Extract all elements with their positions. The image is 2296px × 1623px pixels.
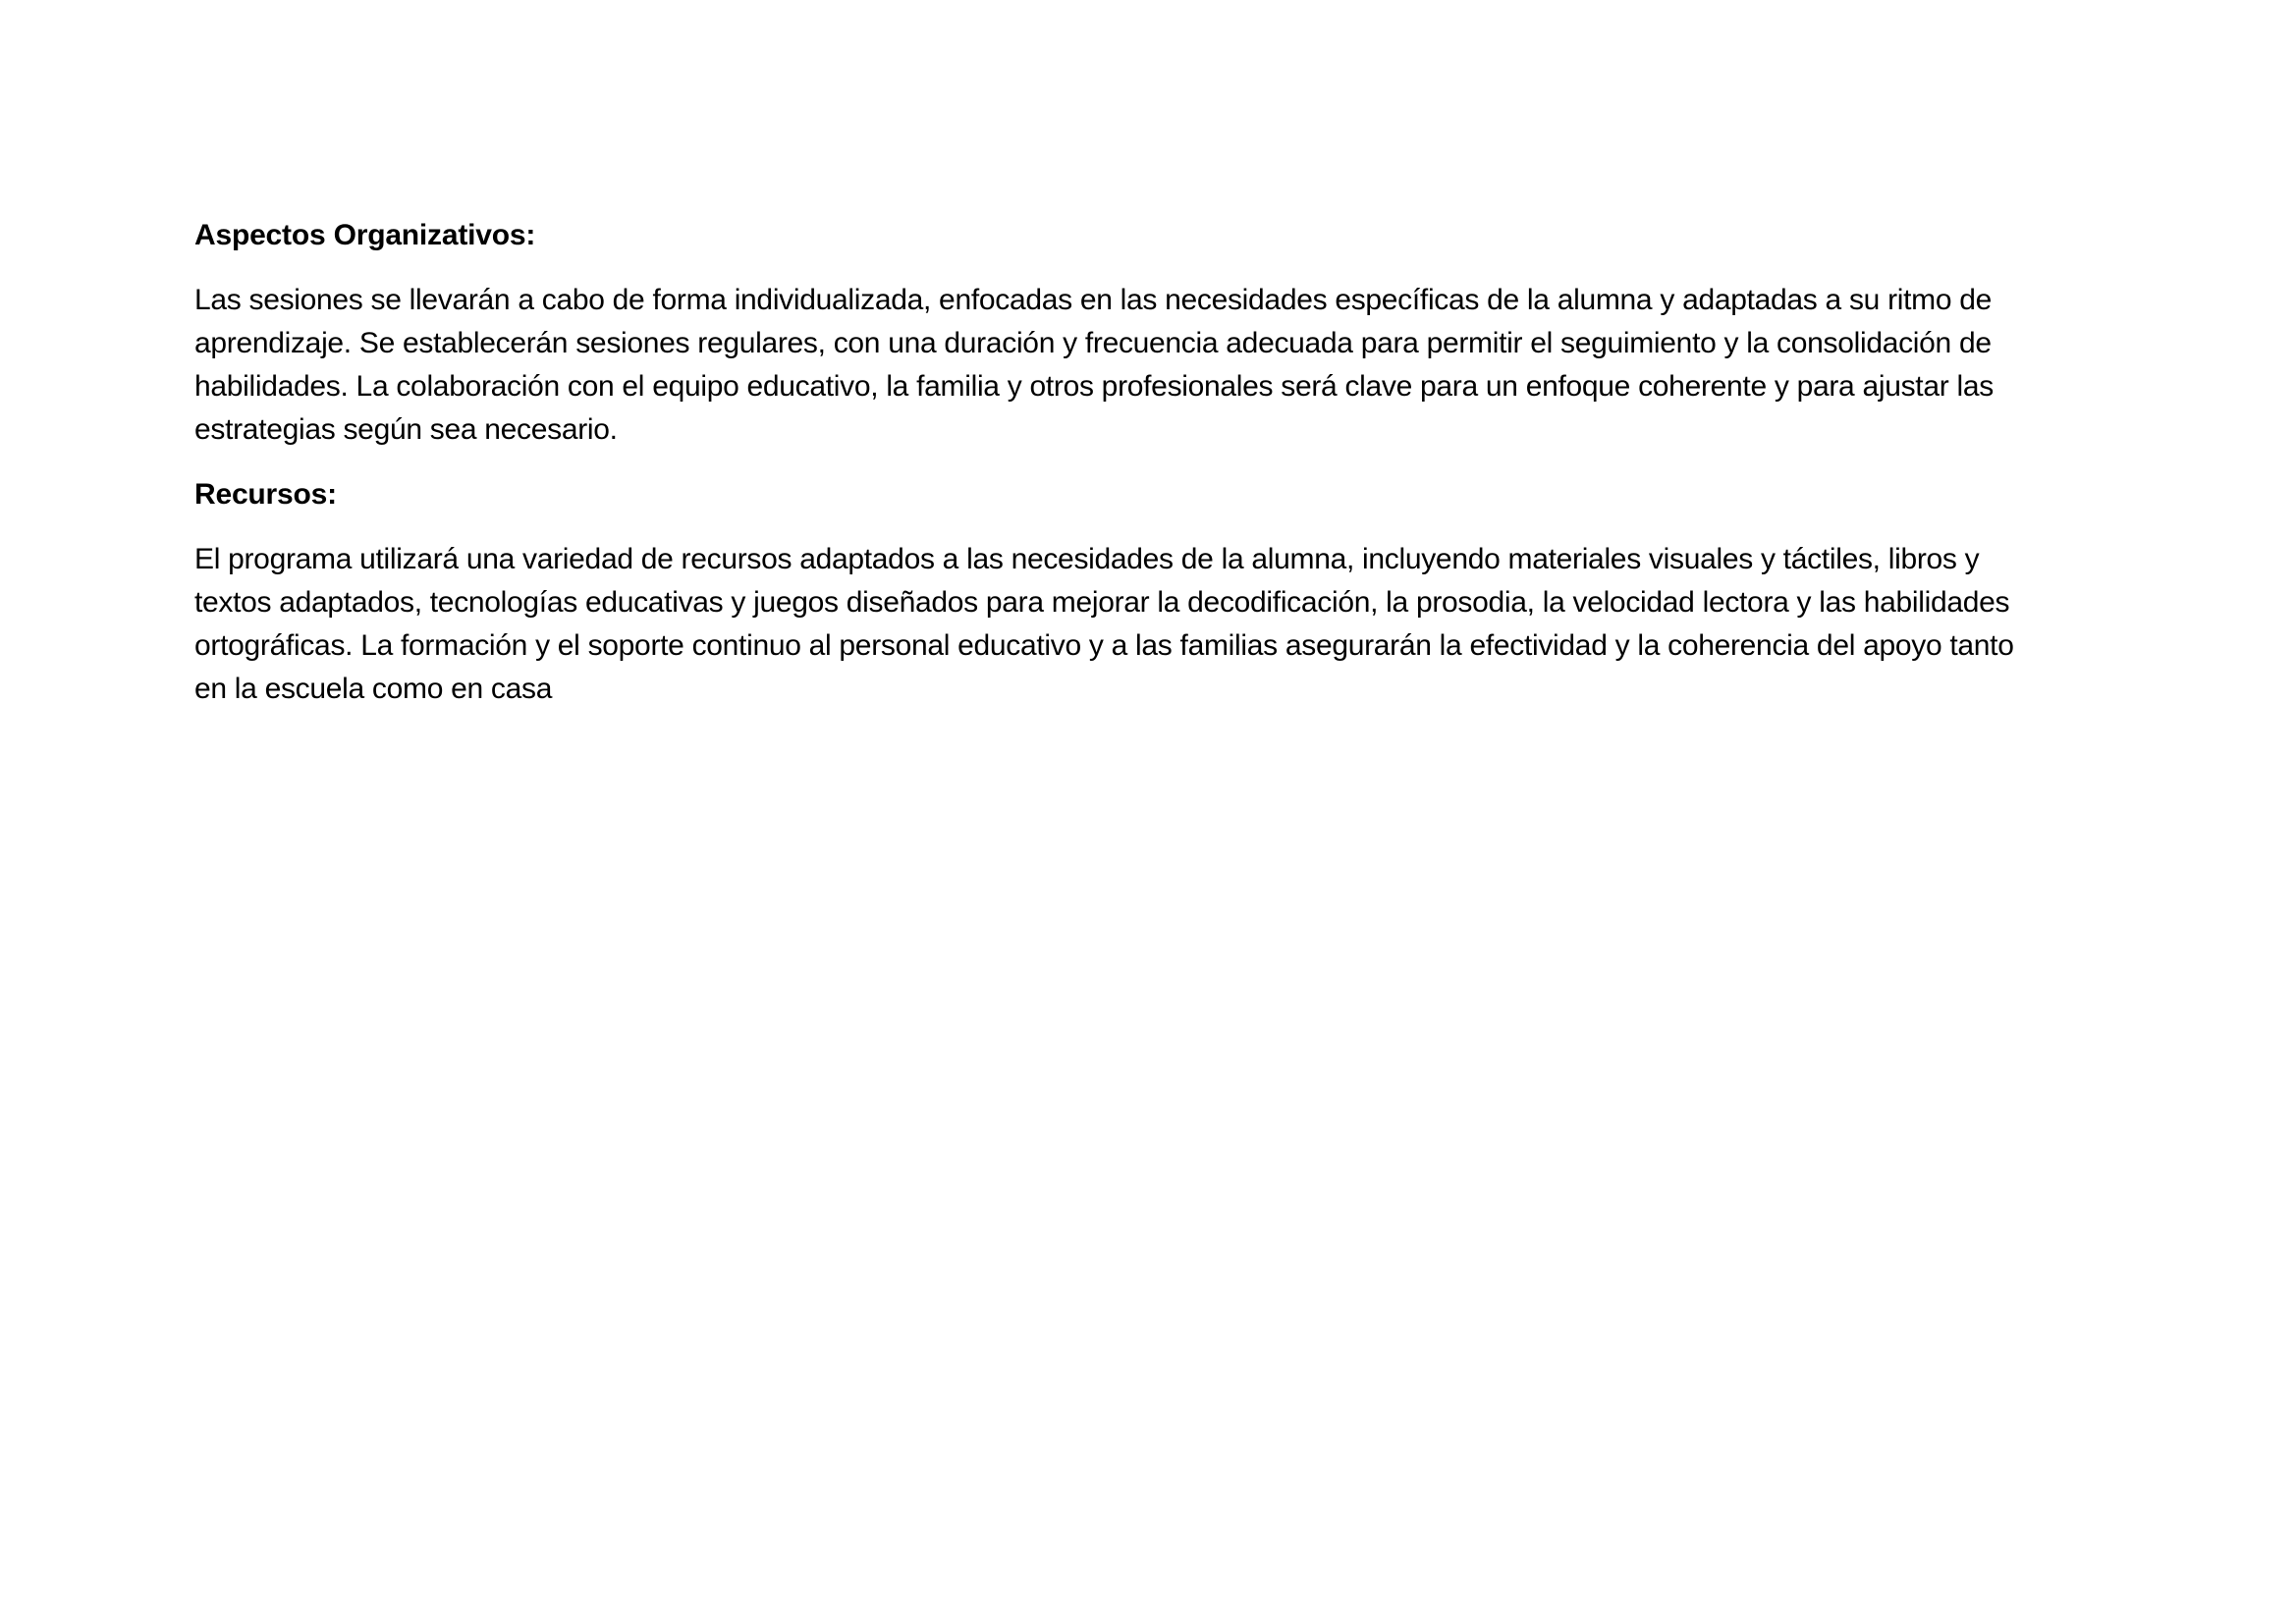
spacer (194, 257, 2119, 279)
text-line: aprendizaje. Se establecerán sesiones regulares, con una duración y frecuencia adecuada para permitir el seguimiento y la consolidación de (194, 327, 1992, 359)
section-heading-aspectos-organizativos: Aspectos Organizativos: (194, 219, 536, 251)
text-line: ortográficas. La formación y el soporte continuo al personal educativo y a las familias asegurarán la efectividad y la coherencia del apoyo tanto (194, 629, 2014, 662)
section-heading-recursos: Recursos: (194, 478, 337, 511)
spacer (194, 516, 2119, 538)
spacer (194, 452, 2119, 473)
text-line: habilidades. La colaboración con el equipo educativo, la familia y otros profesionales será clave para un enfoque coherente y para ajustar las (194, 370, 1994, 403)
paragraph-aspectos-organizativos (194, 279, 2119, 452)
paragraph-recursos (194, 538, 2119, 711)
text-line: El programa utilizará una variedad de recursos adaptados a las necesidades de la alumna, incluyendo materiales visuales y táctiles, libros y (194, 543, 1980, 575)
text-line: textos adaptados, tecnologías educativas y juegos diseñados para mejorar la decodificación, la prosodia, la velocidad lectora y las habilidades (194, 586, 2010, 619)
text-line: en la escuela como en casa (194, 673, 553, 705)
document-content (194, 214, 2119, 711)
text-line: Las sesiones se llevarán a cabo de forma individualizada, enfocadas en las necesidades específicas de la alumna y adaptadas a su ritmo de (194, 284, 1993, 316)
text-line: estrategias según sea necesario. (194, 413, 618, 446)
